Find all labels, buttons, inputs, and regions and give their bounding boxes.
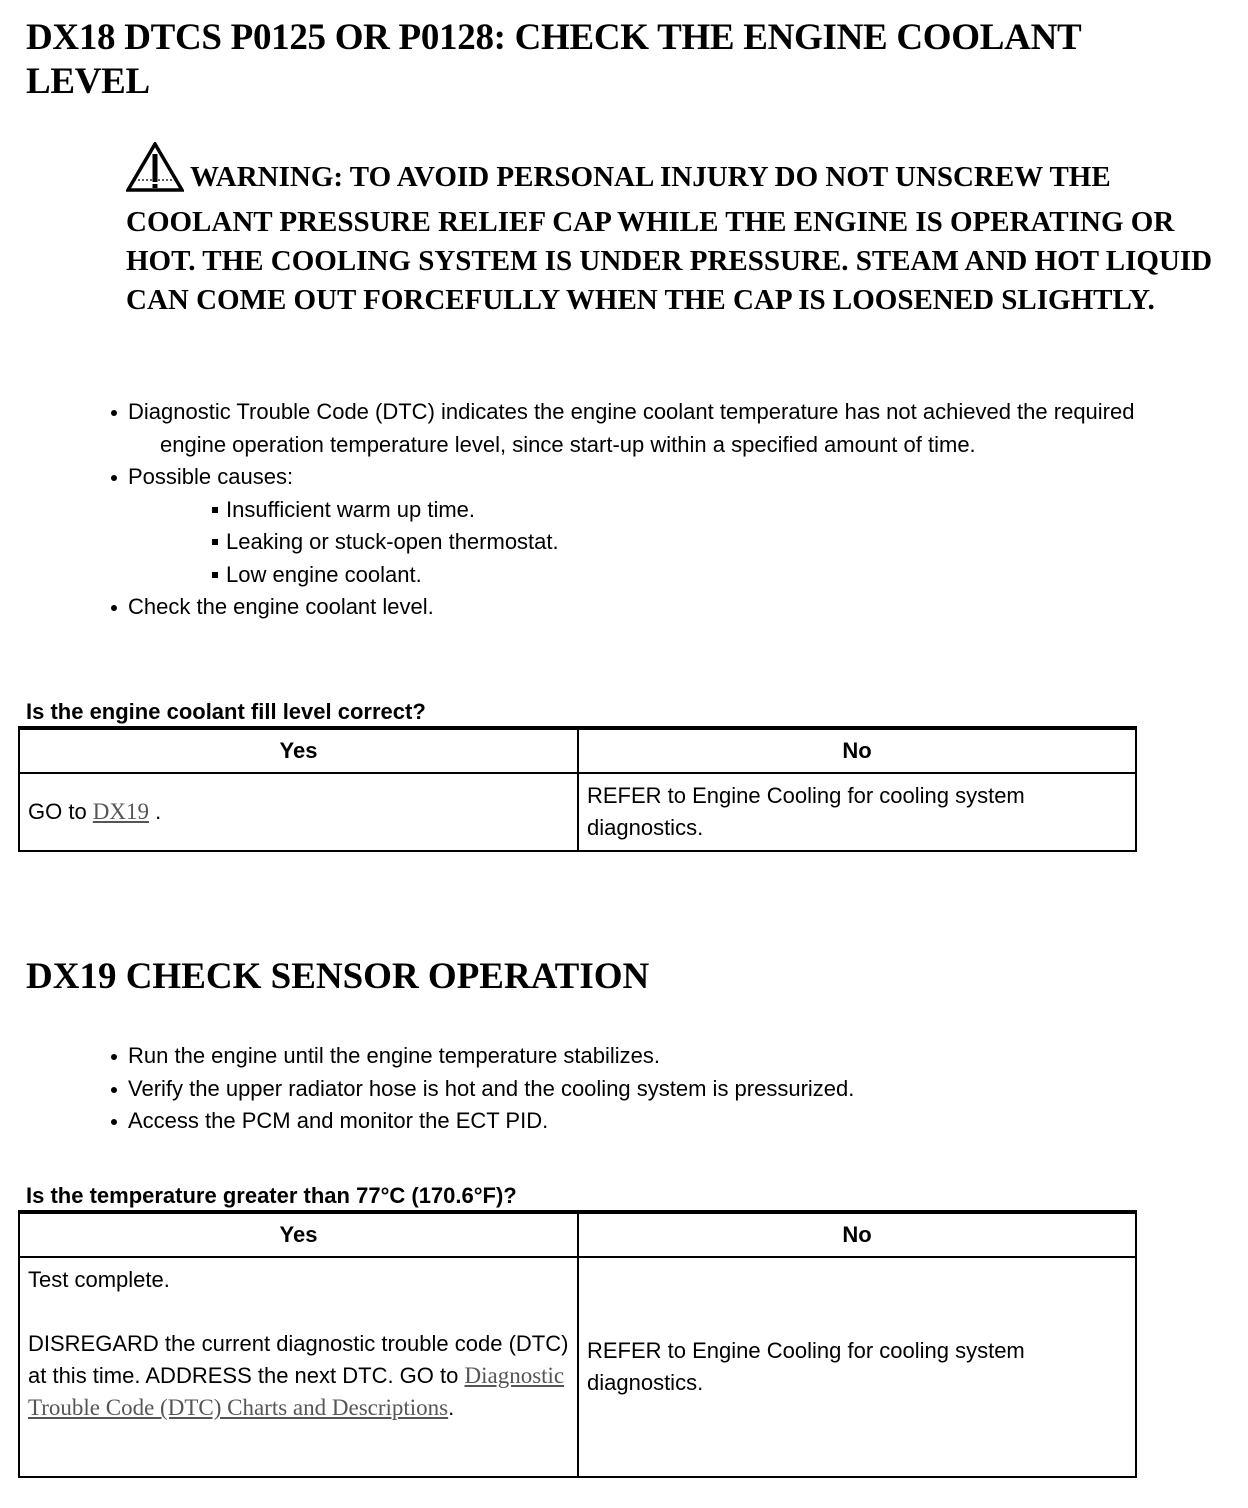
bullet-dot-icon	[111, 475, 117, 481]
cell-yes: GO to DX19 .	[19, 773, 578, 851]
section-title-dx19: DX19 CHECK SENSOR OPERATION	[26, 956, 650, 997]
list-item: Verify the upper radiator hose is hot and the cooling system is pressurized.	[108, 1073, 1188, 1106]
bullet-dot-icon	[111, 410, 117, 416]
section-title-dx18: DX18 DTCS P0125 OR P0128: CHECK THE ENGINE COOLANT LEVEL	[26, 17, 1081, 102]
list-item: Run the engine until the engine temperature stabilizes.	[108, 1040, 1188, 1073]
link-dx19[interactable]: DX19	[92, 799, 150, 824]
sensor-steps-list	[108, 1040, 1188, 1138]
question-dx18: Is the engine coolant fill level correct?	[26, 699, 426, 724]
header-yes: Yes	[19, 1212, 578, 1257]
warning-text: WARNING: TO AVOID PERSONAL INJURY DO NOT UNSCREW THE COOLANT PRESSURE RELIEF CAP WHILE THE ENGINE IS OPERATING OR HOT. THE COOLING SYSTEM IS UNDER PRESSURE. STEAM AND HOT LIQUID CAN COME OUT FORCEFULLY WHEN THE CAP IS LOOSENED SLIGHTLY.	[126, 161, 1213, 316]
cell-yes: Test complete. DISREGARD the current diagnostic trouble code (DTC) at this time. ADDRESS the next DTC. GO to Diagnostic Trouble Code (DTC) Charts and Descriptions.	[19, 1257, 578, 1477]
bullet-dot-icon	[111, 1087, 117, 1093]
cell-no: REFER to Engine Cooling for cooling system diagnostics.	[578, 1257, 1136, 1477]
header-no: No	[578, 728, 1136, 773]
cause-item: Insufficient warm up time.	[108, 494, 1188, 527]
cell-no: REFER to Engine Cooling for cooling system diagnostics.	[578, 773, 1136, 851]
bullet-square-icon	[212, 539, 218, 545]
list-item: Access the PCM and monitor the ECT PID.	[108, 1105, 1188, 1138]
cause-item: Leaking or stuck-open thermostat.	[108, 526, 1188, 559]
header-no: No	[578, 1212, 1136, 1257]
header-yes: Yes	[19, 728, 578, 773]
result-table-dx19	[18, 1210, 1137, 1478]
question-dx19: Is the temperature greater than 77°C (170.6°F)?	[26, 1183, 517, 1208]
list-item: Diagnostic Trouble Code (DTC) indicates the engine coolant temperature has not achieved the required engine operation temperature level, since start-up within a specified amount of time.	[108, 396, 1188, 461]
dtc-info-list	[108, 396, 1188, 624]
bullet-dot-icon	[111, 1119, 117, 1125]
warning-block	[126, 142, 1226, 320]
cause-item: Low engine coolant.	[108, 559, 1188, 592]
link-dtc-charts[interactable]: Diagnostic Trouble Code (DTC) Charts and Descriptions	[28, 1363, 565, 1420]
bullet-dot-icon	[111, 1054, 117, 1060]
warning-triangle-icon	[126, 142, 184, 203]
bullet-square-icon	[212, 507, 218, 513]
list-item: Possible causes:	[108, 461, 1188, 494]
result-table-dx18	[18, 726, 1137, 852]
list-item: Check the engine coolant level.	[108, 591, 1188, 624]
bullet-dot-icon	[111, 605, 117, 611]
bullet-square-icon	[212, 572, 218, 578]
